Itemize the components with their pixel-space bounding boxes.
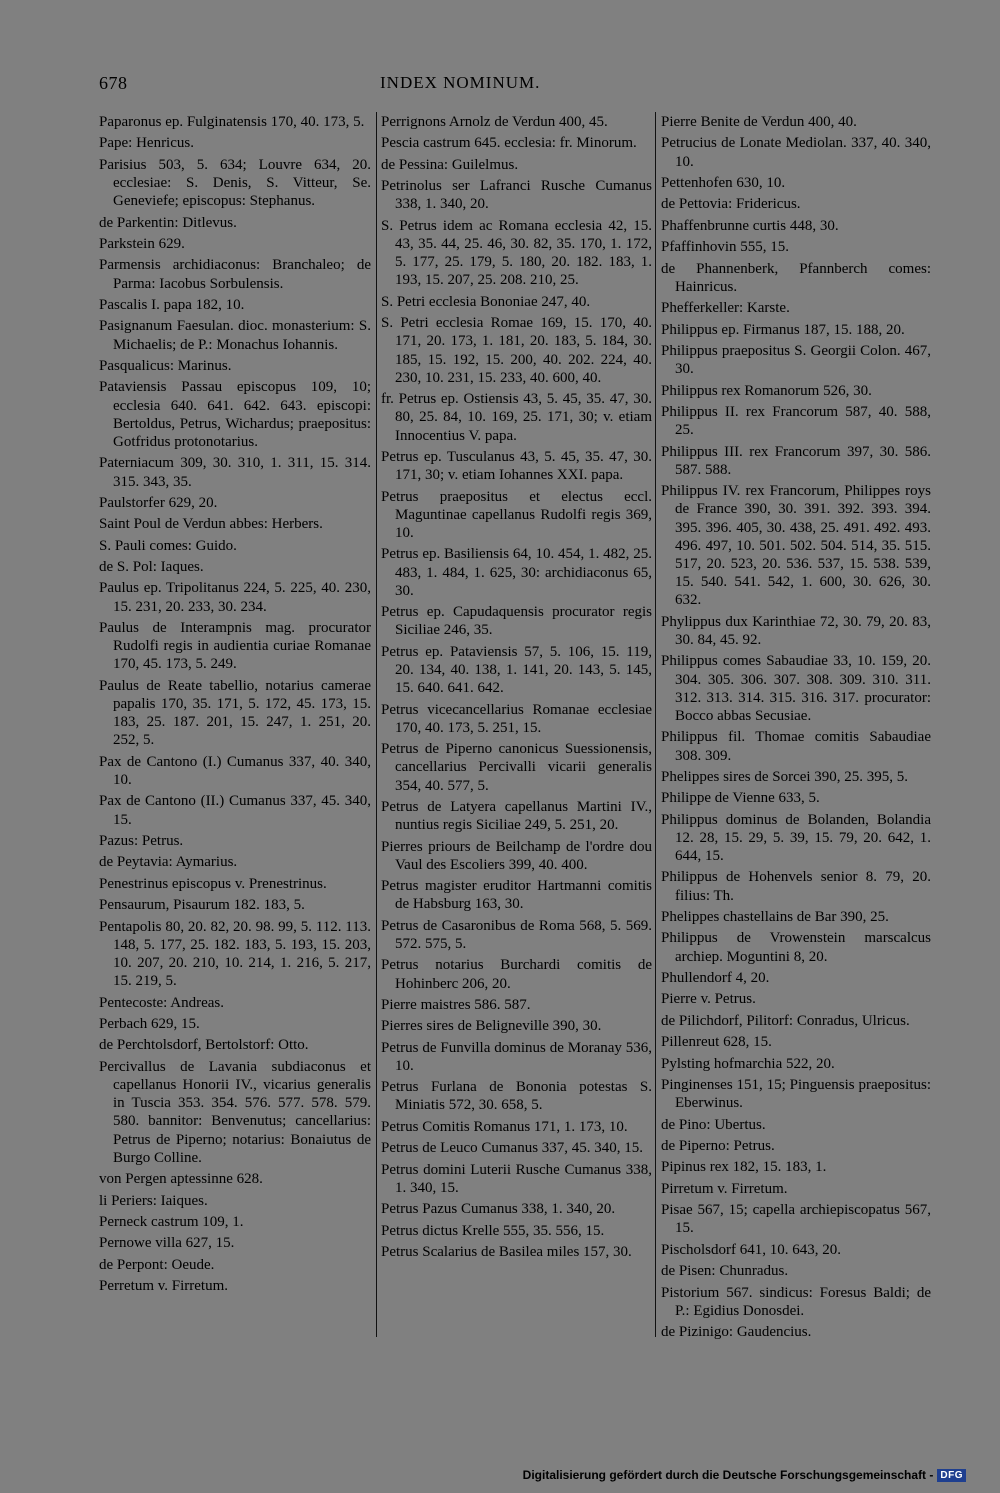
- index-entry: de Perchtolsdorf, Bertolstorf: Otto.: [99, 1037, 309, 1054]
- index-entry: Pettenhofen 630, 10.: [661, 174, 786, 191]
- index-entry: S. Petri ecclesia Romae 169, 15. 170, 40. 171, 20. 173, 1. 181, 20. 183, 5. 184, 30. 185, 15. 192, 15. 200, 40. 202. 224, 40. 230, 10. 231, 15. 233, 40. 600, 40.: [381, 315, 652, 386]
- index-entry: fr. Petrus ep. Ostiensis 43, 5. 45, 35. 47, 30. 80, 25. 84, 10. 169, 25. 171, 30; v. etiam Innocentius V. papa.: [381, 391, 652, 444]
- index-entry: Philippus de Hohenvels senior 8. 79, 20. filius: Th.: [661, 869, 931, 904]
- index-entry: Petrus de Funvilla dominus de Moranay 536, 10.: [381, 1039, 652, 1074]
- index-entry: Pernowe villa 627, 15.: [99, 1235, 235, 1252]
- index-entry: Petrus domini Luterii Rusche Cumanus 338, 1. 340, 15.: [381, 1161, 652, 1196]
- index-entry: Philippus III. rex Francorum 397, 30. 586. 587. 588.: [661, 443, 931, 478]
- index-entry: Philippus dominus de Bolanden, Bolandia 12. 28, 15. 29, 5. 39, 15. 79, 20. 642, 1. 644, 15.: [661, 811, 931, 865]
- index-entry: de Pettovia: Fridericus.: [661, 196, 801, 213]
- index-entry: Pataviensis Passau episcopus 109, 10; ecclesia 640. 641. 642. 643. episcopi: Bertoldus, Petrus, Wichardus; praepositus: Gotfridus protonotarius.: [99, 379, 371, 450]
- index-entry: Petrus Pazus Cumanus 338, 1. 340, 20.: [381, 1201, 616, 1218]
- index-entry: Perneck castrum 109, 1.: [99, 1213, 244, 1230]
- index-entry: Parmensis archidiaconus: Branchaleo; de Parma: Iacobus Sorbulensis.: [99, 257, 371, 292]
- index-entry: Philippus praepositus S. Georgii Colon. 467, 30.: [661, 342, 931, 378]
- index-entry: Petrus praepositus et electus eccl. Maguntinae capellanus Rudolfi regis 369, 10.: [381, 488, 652, 541]
- index-entry: de Perpont: Oeude.: [99, 1256, 215, 1273]
- index-entry: de Phannenberk, Pfannberch comes: Hainricus.: [661, 260, 931, 295]
- index-entry: Pinginenses 151, 15; Pinguensis praepositus: Eberwinus.: [661, 1077, 931, 1112]
- dfg-logo: DFG: [937, 1469, 966, 1482]
- index-entry: Petrus de Latyera capellanus Martini IV., nuntius regis Siciliae 249, 5. 251, 20.: [381, 798, 652, 834]
- index-entry: Paulus ep. Tripolitanus 224, 5. 225, 40. 230, 15. 231, 20. 233, 30. 234.: [99, 580, 371, 615]
- index-entry: Philippus II. rex Francorum 587, 40. 588, 25.: [661, 403, 931, 439]
- index-entry: de Pizinigo: Gaudencius.: [661, 1324, 812, 1341]
- index-column-3: [661, 113, 931, 1345]
- index-entry: Phefferkeller: Karste.: [661, 300, 790, 317]
- index-entry: Pillenreut 628, 15.: [661, 1034, 772, 1051]
- index-entry: de S. Pol: Iaques.: [99, 559, 204, 576]
- index-entry: Philippus fil. Thomae comitis Sabaudiae 308. 309.: [661, 729, 931, 764]
- index-entry: Philippus ep. Firmanus 187, 15. 188, 20.: [661, 321, 905, 338]
- index-entry: Pasqualicus: Marinus.: [99, 357, 232, 374]
- index-entry: Petrus de Piperno canonicus Suessionensis, cancellarius Percivalli vicarii generalis 354, 40. 577, 5.: [381, 741, 652, 794]
- index-entry: Phylippus dux Karinthiae 72, 30. 79, 20. 83, 30. 84, 45. 92.: [661, 613, 931, 648]
- page-number: 678: [99, 73, 128, 93]
- index-entry: Philippus de Vrowenstein marscalcus archiep. Moguntini 8, 20.: [661, 930, 931, 965]
- index-entry: Pipinus rex 182, 15. 183, 1.: [661, 1159, 827, 1176]
- index-entry: de Pino: Ubertus.: [661, 1116, 766, 1133]
- index-entry: Petrus Furlana de Bononia potestas S. Miniatis 572, 30. 658, 5.: [381, 1079, 652, 1114]
- index-entry: Pazus: Petrus.: [99, 833, 184, 850]
- index-entry: Philippus rex Romanorum 526, 30.: [661, 382, 872, 399]
- index-entry: Petrus dictus Krelle 555, 35. 556, 15.: [381, 1222, 605, 1239]
- index-entry: Perbach 629, 15.: [99, 1016, 200, 1033]
- index-entry: Pape: Henricus.: [99, 135, 194, 152]
- index-entry: Petrus Scalarius de Basilea miles 157, 30.: [381, 1244, 632, 1261]
- index-entry: Phullendorf 4, 20.: [661, 970, 770, 987]
- index-entry: de Pisen: Chunradus.: [661, 1263, 789, 1280]
- index-entry: Parkstein 629.: [99, 235, 185, 252]
- index-entry: Pierres priours de Beilchamp de l'ordre dou Vaul des Escoliers 399, 40. 400.: [381, 838, 652, 873]
- index-column-2: [381, 113, 652, 1264]
- index-entry: Perretum v. Firretum.: [99, 1278, 229, 1295]
- running-head: INDEX NOMINUM.: [380, 73, 541, 92]
- index-entry: Paulstorfer 629, 20.: [99, 494, 218, 511]
- index-entry: Penestrinus episcopus v. Prenestrinus.: [99, 875, 327, 892]
- index-entry: Petrus vicecancellarius Romanae ecclesiae 170, 40. 173, 5. 251, 15.: [381, 701, 652, 736]
- index-entry: Pischolsdorf 641, 10. 643, 20.: [661, 1241, 841, 1258]
- index-entry: Petrus ep. Basiliensis 64, 10. 454, 1. 482, 25. 483, 1. 484, 1. 625, 30: archidiaconus 65, 30.: [381, 546, 652, 599]
- index-entry: Paulus de Interampnis mag. procurator Rudolfi regis in audientia curiae Romanae 170, 45. 173, 5. 249.: [99, 620, 371, 673]
- index-entry: de Peytavia: Aymarius.: [99, 854, 238, 871]
- index-entry: Pentapolis 80, 20. 82, 20. 98. 99, 5. 112. 113. 148, 5. 177, 25. 182. 183, 5. 193, 15. 203, 10. 207, 20. 210, 10. 214, 1. 216, 5. 217, 15. 219, 5.: [99, 918, 371, 990]
- index-entry: de Piperno: Petrus.: [661, 1137, 775, 1154]
- index-entry: Phaffenbrunne curtis 448, 30.: [661, 217, 839, 234]
- index-entry: Paterniacum 309, 30. 310, 1. 311, 15. 314. 315. 343, 35.: [99, 455, 371, 490]
- index-entry: Percivallus de Lavania subdiaconus et capellanus Honorii IV., vicarius generalis in Tuscia 353. 354. 576. 577. 578. 579. 580. bannitor: Benvenutus; cancellarius: Petrus de Piperno; notarius: Bonaiutus de Burgo Colline.: [99, 1058, 371, 1166]
- column-rule: [376, 112, 377, 1337]
- index-entry: Phelippes sires de Sorcei 390, 25. 395, 5.: [661, 768, 909, 785]
- index-entry: Petrus ep. Capudaquensis procurator regis Siciliae 246, 35.: [381, 604, 652, 639]
- index-entry: Pensaurum, Pisaurum 182. 183, 5.: [99, 897, 305, 914]
- index-entry: Petrus Comitis Romanus 171, 1. 173, 10.: [381, 1118, 628, 1135]
- index-entry: de Parkentin: Ditlevus.: [99, 214, 237, 231]
- index-entry: Pescia castrum 645. ecclesia: fr. Minorum.: [381, 135, 637, 152]
- index-entry: Pierre maistres 586. 587.: [381, 996, 531, 1013]
- credit-text: Digitalisierung gefördert durch die Deutsche Forschungsgemeinschaft -: [522, 1468, 934, 1482]
- index-entry: Petrus ep. Pataviensis 57, 5. 106, 15. 119, 20. 134, 40. 138, 1. 141, 20. 143, 5. 145, 15. 640. 641. 642.: [381, 643, 652, 697]
- index-entry: de Pilichdorf, Pilitorf: Conradus, Ulricus.: [661, 1012, 910, 1029]
- index-entry: Petrinolus ser Lafranci Rusche Cumanus 338, 1. 340, 20.: [381, 178, 652, 213]
- index-entry: Pierre Benite de Verdun 400, 40.: [661, 114, 857, 130]
- index-entry: Saint Poul de Verdun abbes: Herbers.: [99, 516, 323, 533]
- index-entry: li Periers: Iaiques.: [99, 1192, 208, 1209]
- index-entry: Pierre v. Petrus.: [661, 991, 756, 1008]
- index-entry: Petrus magister eruditor Hartmanni comitis de Habsburg 163, 30.: [381, 878, 652, 913]
- index-entry: Philippus comes Sabaudiae 33, 10. 159, 20. 304. 305. 306. 307. 308. 309. 310. 311. 312. 313. 314. 315. 316. 317. procurator: Bocco abbas Secusiae.: [661, 653, 931, 724]
- index-entry: Philippe de Vienne 633, 5.: [661, 790, 820, 807]
- index-entry: Pirretum v. Firretum.: [661, 1180, 788, 1197]
- index-entry: S. Petri ecclesia Bononiae 247, 40.: [381, 293, 591, 310]
- index-entry: Pierres sires de Beligneville 390, 30.: [381, 1018, 602, 1035]
- index-entry: S. Petrus idem ac Romana ecclesia 42, 15. 43, 35. 44, 25. 46, 30. 82, 35. 170, 1. 172, 5. 177, 25. 179, 5. 180, 20. 182. 183, 1. 193, 15. 207, 25. 208. 210, 25.: [381, 217, 652, 289]
- index-entry: Pax de Cantono (II.) Cumanus 337, 45. 340, 15.: [99, 793, 371, 828]
- index-entry: von Pergen aptessinne 628.: [99, 1171, 263, 1188]
- digitization-credit: [523, 1468, 966, 1482]
- index-column-1: [99, 113, 371, 1299]
- index-entry: Pascalis I. papa 182, 10.: [99, 296, 245, 313]
- index-entry: Petrus de Leuco Cumanus 337, 45. 340, 15.: [381, 1140, 644, 1157]
- index-entry: Perrignons Arnolz de Verdun 400, 45.: [381, 114, 608, 130]
- index-entry: Petrucius de Lonate Mediolan. 337, 40. 340, 10.: [661, 135, 931, 170]
- index-entry: Pentecoste: Andreas.: [99, 994, 224, 1011]
- index-entry: Paparonus ep. Fulginatensis 170, 40. 173, 5.: [99, 114, 365, 130]
- index-entry: Pasignanum Faesulan. dioc. monasterium: S. Michaelis; de P.: Monachus Iohannis.: [99, 318, 371, 353]
- index-entry: Petrus de Casaronibus de Roma 568, 5. 569. 572. 575, 5.: [381, 917, 652, 952]
- index-entry: Pylsting hofmarchia 522, 20.: [661, 1055, 835, 1072]
- index-entry: Pisae 567, 15; capella archiepiscopatus 567, 15.: [661, 1202, 931, 1237]
- index-entry: Paulus de Reate tabellio, notarius camerae papalis 170, 35. 171, 5. 172, 45. 173, 15. 183, 25. 187. 201, 15. 247, 1. 251, 20. 252, 5.: [99, 677, 371, 749]
- index-entry: Petrus ep. Tusculanus 43, 5. 45, 35. 47, 30. 171, 30; v. etiam Iohannes XXI. papa.: [381, 448, 652, 484]
- index-entry: Philippus IV. rex Francorum, Philippes roys de France 390, 30. 391. 392. 393. 394. 395. 396. 405, 30. 438, 25. 491. 492. 493. 496. 497, 10. 501. 502. 504. 514, 35. 515. 517, 20. 523, 20. 536. 537, 15. 538. 539, 15. 540. 541. 542, 1. 600, 30. 626, 30. 632.: [661, 483, 931, 609]
- index-entry: Pistorium 567. sindicus: Foresus Baldi; de P.: Egidius Donosdei.: [661, 1284, 931, 1319]
- index-entry: Pfaffinhovin 555, 15.: [661, 239, 790, 256]
- index-entry: Phelippes chastellains de Bar 390, 25.: [661, 909, 889, 926]
- index-entry: de Pessina: Guilelmus.: [381, 156, 519, 173]
- column-rule: [655, 112, 656, 1337]
- index-entry: S. Pauli comes: Guido.: [99, 537, 237, 554]
- index-entry: Pax de Cantono (I.) Cumanus 337, 40. 340, 10.: [99, 753, 371, 789]
- index-entry: Petrus notarius Burchardi comitis de Hohinberc 206, 20.: [381, 957, 652, 992]
- index-entry: Parisius 503, 5. 634; Louvre 634, 20. ecclesiae: S. Denis, S. Vitteur, Se. Geneviefe; episcopus: Stephanus.: [99, 156, 371, 210]
